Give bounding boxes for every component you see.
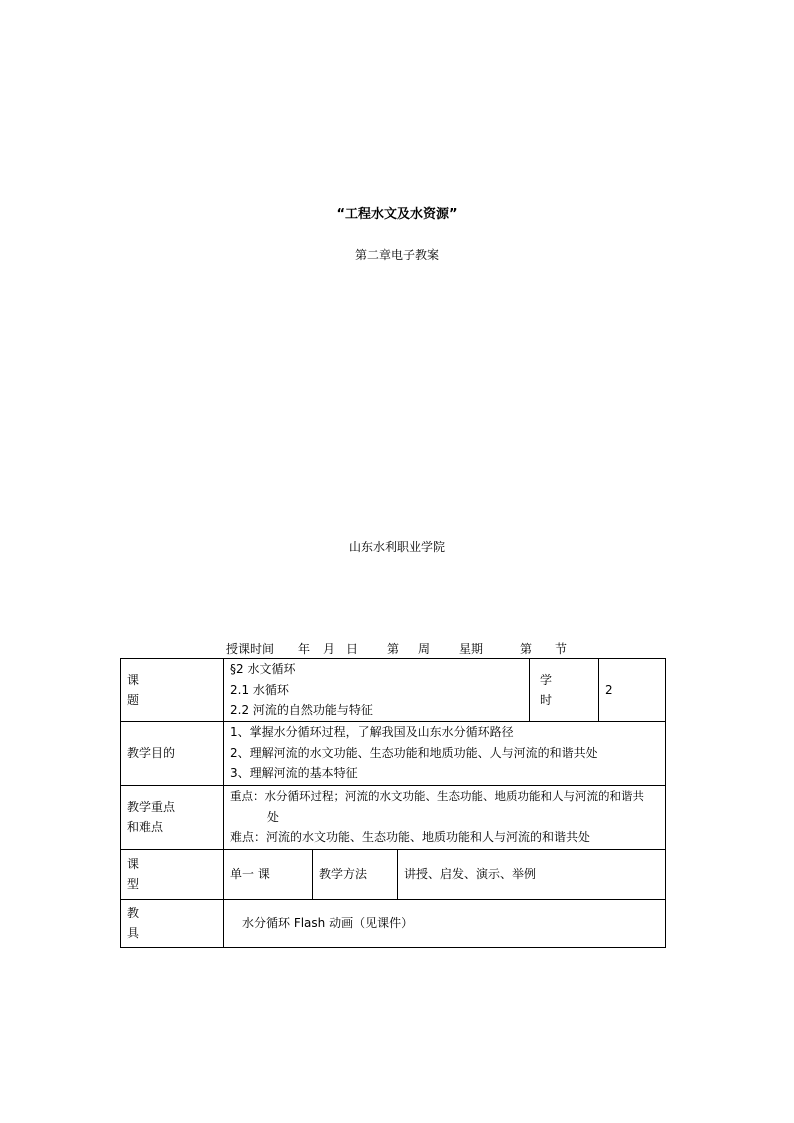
key-points-label: 教学重点 xyxy=(127,799,176,814)
key-points-label: 和难点 xyxy=(127,820,164,834)
hours-value: 2 xyxy=(605,682,613,697)
objective-item: 1、掌握水分循环过程，了解我国及山东水分循环路径 xyxy=(230,725,514,740)
objectives-label: 教学目的 xyxy=(127,746,176,760)
schedule-day: 日 xyxy=(346,642,359,656)
topic-line: 2.1 水循环 xyxy=(230,682,289,697)
schedule-year: 年 xyxy=(298,642,311,656)
topic-line: §2 水文循环 xyxy=(230,662,296,676)
schedule-period-suffix: 节 xyxy=(555,642,568,656)
table-row-key-points xyxy=(121,785,666,849)
schedule-week-suffix: 周 xyxy=(418,642,431,656)
type-label-cell xyxy=(121,849,224,899)
document-subtitle: 第二章电子教案 xyxy=(354,248,439,262)
table-row-objectives xyxy=(121,721,666,785)
schedule-label: 授课时间 xyxy=(226,642,275,656)
tools-value-cell xyxy=(224,899,666,947)
topic-line: 2.2 河流的自然功能与特征 xyxy=(230,703,373,717)
document-title: “工程水文及水资源” xyxy=(336,207,458,222)
method-label: 教学方法 xyxy=(319,867,368,881)
table-row-topic xyxy=(121,659,666,722)
method-value: 讲授、启发、演示、举例 xyxy=(404,867,537,881)
objective-item: 3、理解河流的基本特征 xyxy=(230,766,358,781)
table-row-type xyxy=(121,849,666,899)
schedule-weekday: 星期 xyxy=(459,642,484,656)
hours-label: 学时 xyxy=(540,672,574,707)
tools-value: 水分循环 Flash 动画（见课件） xyxy=(242,916,414,930)
schedule-month: 月 xyxy=(323,642,336,656)
topic-label-cell xyxy=(121,659,224,722)
difficulty-text: 难点：河流的水文功能、生态功能、地质功能和人与河流的和谐共处 xyxy=(230,830,591,845)
method-value-cell xyxy=(398,849,666,899)
table-row-tools xyxy=(121,899,666,947)
type-value-cell xyxy=(224,849,313,899)
objectives-content-cell xyxy=(224,721,666,785)
lesson-plan-table xyxy=(120,658,666,948)
key-point-text: 重点：水分循环过程；河流的水文功能、生态功能、地质功能和人与河流的和谐共 xyxy=(230,789,644,804)
schedule-period-prefix: 第 xyxy=(520,642,533,656)
type-label: 课型 xyxy=(127,857,176,891)
key-point-text-continued: 处 xyxy=(267,809,280,824)
schedule-week-prefix: 第 xyxy=(387,642,400,656)
topic-content-cell xyxy=(224,659,530,722)
type-value: 单一 课 xyxy=(230,867,270,881)
hours-value-cell xyxy=(599,659,666,722)
objectives-label-cell xyxy=(121,721,224,785)
tools-label-cell xyxy=(121,899,224,947)
key-points-content-cell xyxy=(224,785,666,849)
topic-label: 课题 xyxy=(127,672,176,707)
tools-label: 教具 xyxy=(127,906,176,940)
method-label-cell xyxy=(313,849,398,899)
key-points-label-cell xyxy=(121,785,224,849)
hours-label-cell xyxy=(530,659,599,722)
school-name: 山东水利职业学院 xyxy=(348,540,445,554)
objective-item: 2、理解河流的水文功能、生态功能和地质功能、人与河流的和谐共处 xyxy=(230,745,598,760)
